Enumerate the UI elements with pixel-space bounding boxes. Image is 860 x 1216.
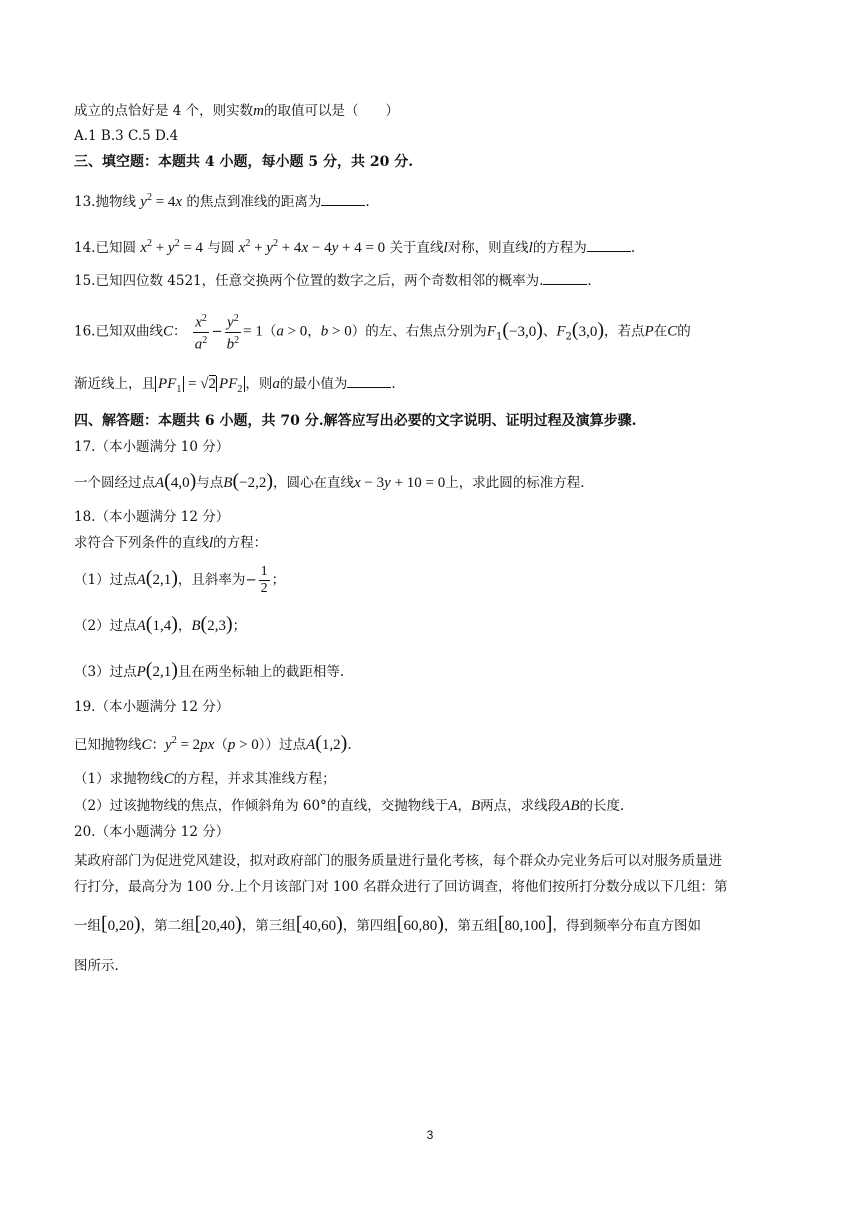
q18-intro: 求符合下列条件的直线l的方程： <box>74 535 268 551</box>
answer-blank <box>321 191 365 206</box>
q20-line-2: 行打分，最高分为 100 分.上个月该部门对 100 名群众进行了回访调查，将他们按所打分数分成以下几组：第 <box>74 879 728 895</box>
q20-line-4: 图所示. <box>74 958 119 974</box>
q20-line-3: 一组[0,20)，第二组[20,40)，第三组[40,60)，第四组[60,80)，第五组[80,100]，得到频率分布直方图如 <box>74 913 701 935</box>
q18-part-2: （2）过点A(1,4)，B(2,3)； <box>74 613 247 635</box>
question-15: 15.已知四位数 4521，任意交换两个位置的数字之后，两个奇数相邻的概率为. . <box>74 270 592 291</box>
q12-continuation: 成立的点恰好是 4 个，则实数m的取值可以是（ ） <box>74 103 400 119</box>
question-17: 一个圆经过点A(4,0)与点B(−2,2)，圆心在直线x − 3y + 10 = 0上，求此圆的标准方程. <box>74 470 585 492</box>
answer-blank <box>543 270 587 285</box>
section-3-heading: 三、填空题：本题共 4 小题，每小题 5 分，共 20 分. <box>74 154 414 170</box>
answer-blank <box>347 373 391 388</box>
question-16-line-2: 渐近线上，且 $PF_1 = √2$ $PF_2$ ，则a的最小值为 . <box>74 373 396 400</box>
question-19: 已知抛物线C：$y^2 = 2px(p > 0)$）过点A(1,2). <box>74 732 352 754</box>
q12-options: A.1 B.3 C.5 D.4 <box>74 128 179 144</box>
question-16: 16.已知双曲线C： $\frac{x^2}{a^2}$ − $\frac{y^2}{b^2}$ = 1（a > 0，b > 0）的左、右焦点分别为$F_1(-3,0)$、$F_2(3,0)$，若点P在C的 <box>74 313 691 353</box>
question-13: 13.抛物线 $y^2 = 4x$ 的焦点到准线的距离为 . <box>74 192 370 210</box>
q19-part-1: （1）求抛物线C的方程，并求其准线方程； <box>74 771 336 787</box>
q19-heading: 19.（本小题满分 12 分） <box>74 699 230 715</box>
question-14: 14.已知圆 $x^2 + y^2 = 4$ 与圆 $x^2 + y^2 + 4x - 4y + 4 = 0$ 关于直线l对称，则直线l的方程为 . <box>74 238 636 256</box>
section-4-heading: 四、解答题：本题共 6 小题，共 70 分.解答应写出必要的文字说明、证明过程及演算步骤. <box>74 413 637 429</box>
q20-heading: 20.（本小题满分 12 分） <box>74 824 230 840</box>
q18-heading: 18.（本小题满分 12 分） <box>74 509 230 525</box>
q18-part-3: （3）过点P(2,1)且在两坐标轴上的截距相等. <box>74 659 345 681</box>
q18-part-1: （1）过点A(2,1)，且斜率为− $\frac{1}{2}$ ； <box>74 564 286 596</box>
q19-part-2: （2）过该抛物线的焦点，作倾斜角为 60°的直线，交抛物线于A，B两点，求线段AB的长度. <box>74 798 625 814</box>
page-number: 3 <box>426 1128 434 1142</box>
q17-heading: 17.（本小题满分 10 分） <box>74 439 230 455</box>
q20-line-1: 某政府部门为促进党风建设，拟对政府部门的服务质量进行量化考核，每个群众办完业务后可以对服务质量进 <box>74 853 722 869</box>
answer-blank <box>587 237 631 252</box>
